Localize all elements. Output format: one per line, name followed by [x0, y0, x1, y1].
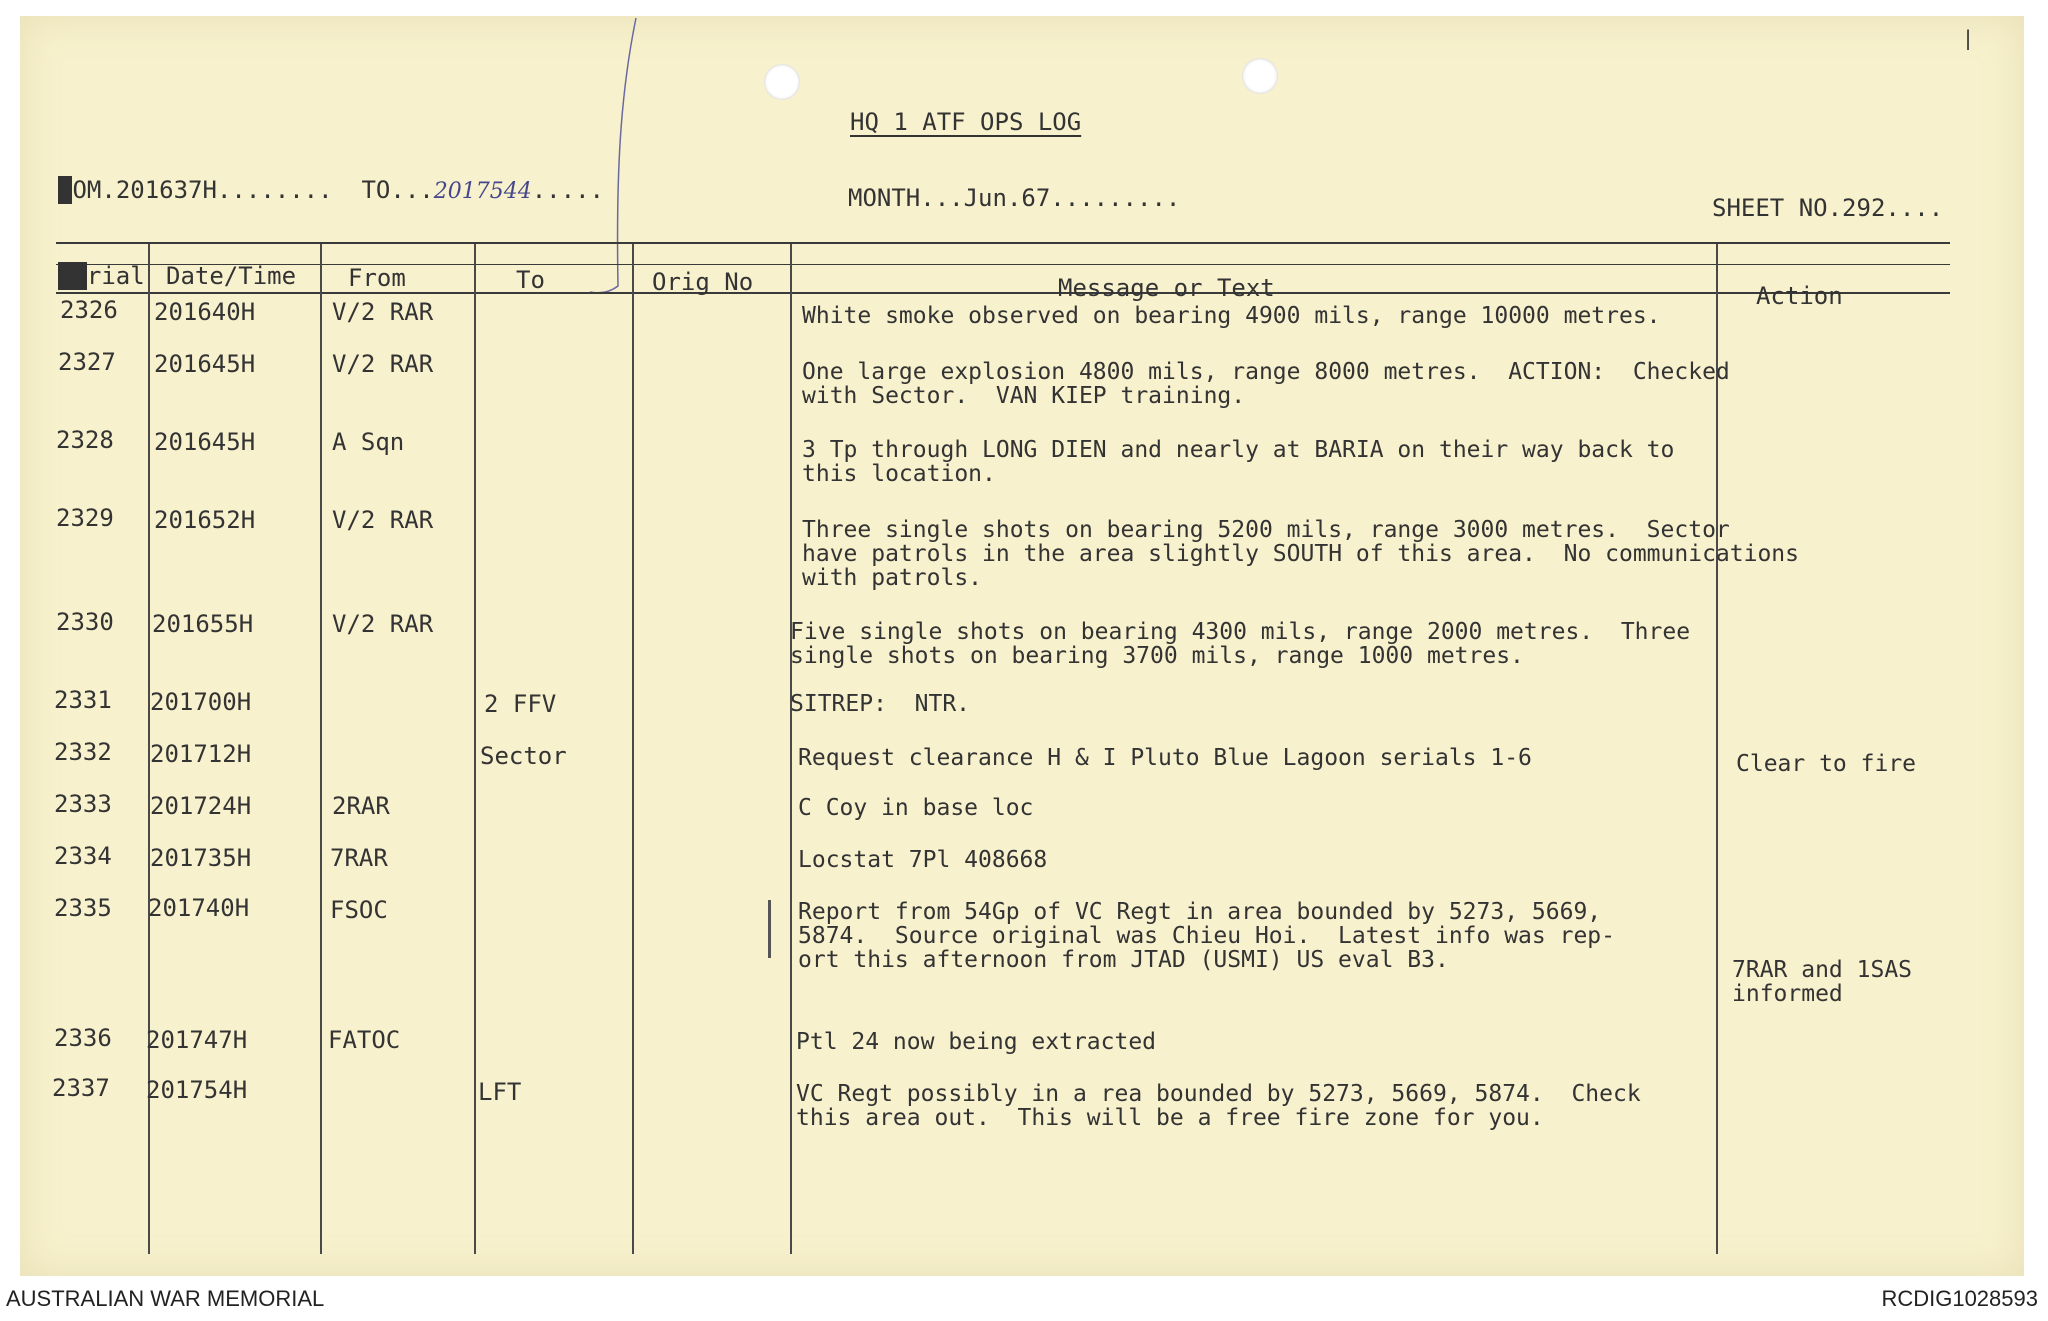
column-header-to: To [516, 266, 545, 294]
datetime-cell: 201700H [150, 688, 252, 716]
page-title: HQ 1 ATF OPS LOG [850, 108, 1082, 136]
table-top-rule [56, 242, 1950, 244]
header-bottom-rule [56, 292, 1950, 294]
from-field: FOM.201637H........ TO...2017544..... [58, 176, 604, 204]
serial-cell: 2336 [54, 1024, 112, 1052]
column-header-orig: Orig No [652, 268, 754, 296]
to-value: 2017544 [433, 179, 532, 204]
serial-cell: 2330 [56, 608, 114, 636]
datetime-cell: 201640H [154, 298, 256, 326]
serial-cell: 2326 [60, 296, 118, 324]
from-label: OM. [72, 176, 116, 204]
column-divider [474, 244, 476, 1254]
datetime-cell: 201754H [146, 1076, 248, 1104]
message-cell: Locstat 7Pl 408668 [798, 847, 1048, 873]
serial-cell: 2334 [54, 842, 112, 870]
datetime-cell: 201652H [154, 506, 256, 534]
pencil-mark [580, 16, 640, 296]
column-header-message: Message or Text [1058, 274, 1275, 302]
month-value: Jun.67 [963, 184, 1051, 212]
message-cell: C Coy in base loc [798, 795, 1034, 821]
from-cell: 2RAR [332, 792, 390, 820]
message-cell: Request clearance H & I Pluto Blue Lagoon serials 1-6 [798, 745, 1532, 771]
from-cell: FSOC [330, 896, 388, 924]
column-divider [790, 244, 792, 1254]
message-cell: One large explosion 4800 mils, range 8000 metres. ACTION: Checked with Sector. VAN KIEP training. [802, 359, 1730, 409]
to-cell: 2 FFV [484, 690, 557, 718]
punch-hole [1242, 58, 1278, 94]
corner-mark: | [1962, 26, 1975, 50]
datetime-cell: 201724H [150, 792, 252, 820]
from-cell: V/2 RAR [332, 298, 434, 326]
message-cell: SITREP: NTR. [790, 691, 971, 717]
message-cell: Five single shots on bearing 4300 mils, range 2000 metres. Three single shots on bearing 3700 mils, range 1000 metres. [790, 619, 1691, 669]
serial-cell: 2333 [54, 790, 112, 818]
message-cell: Three single shots on bearing 5200 mils, range 3000 metres. Sector have patrols in the area slightly SOUTH of this area. No communications with patrols. [802, 517, 1799, 591]
to-label: TO. [361, 176, 405, 204]
datetime-cell: 201655H [152, 610, 254, 638]
message-cell: VC Regt possibly in a rea bounded by 5273, 5669, 5874. Check this area out. This will be a free fire zone for you. [796, 1081, 1641, 1131]
serial-cell: 2328 [56, 426, 114, 454]
from-value: 201637H [115, 176, 217, 204]
datetime-cell: 201645H [154, 350, 256, 378]
serial-cell: 2331 [54, 686, 112, 714]
action-cell: 7RAR and 1SAS informed [1732, 957, 1913, 1007]
message-cell: 3 Tp through LONG DIEN and nearly at BARIA on their way back to this location. [802, 437, 1675, 487]
column-header-serial: Serial [58, 262, 145, 290]
to-cell: LFT [478, 1078, 522, 1106]
sheet-value: 292 [1842, 194, 1886, 222]
footer-source: AUSTRALIAN WAR MEMORIAL [6, 1286, 325, 1311]
month-label: MONTH... [848, 184, 964, 212]
table-top-rule-2 [56, 264, 1950, 265]
from-cell: 7RAR [330, 844, 388, 872]
margin-mark [768, 900, 771, 958]
datetime-cell: 201740H [148, 894, 250, 922]
message-cell: Ptl 24 now being extracted [796, 1029, 1157, 1055]
datetime-cell: 201645H [154, 428, 256, 456]
from-cell: V/2 RAR [332, 610, 434, 638]
punch-hole [764, 64, 800, 100]
sheet-field: SHEET NO.292.... [1712, 194, 1944, 222]
serial-cell: 2335 [54, 894, 112, 922]
datetime-cell: 201747H [146, 1026, 248, 1054]
month-field: MONTH...Jun.67......... [848, 184, 1181, 212]
from-cell: FATOC [328, 1026, 401, 1054]
column-header-datetime: Date/Time [166, 262, 297, 290]
serial-cell: 2329 [56, 504, 114, 532]
to-cell: Sector [480, 742, 567, 770]
from-cell: V/2 RAR [332, 506, 434, 534]
action-cell: Clear to fire [1736, 751, 1917, 777]
serial-cell: 2327 [58, 348, 116, 376]
column-header-from: From [348, 264, 406, 292]
datetime-cell: 201712H [150, 740, 252, 768]
from-cell: V/2 RAR [332, 350, 434, 378]
message-cell: Report from 54Gp of VC Regt in area bounded by 5273, 5669, 5874. Source original was Chieu Hoi. Latest info was rep- ort this afternoon from JTAD (USMI) US eval B3. [798, 899, 1615, 973]
column-divider [632, 244, 634, 1254]
column-divider [320, 244, 322, 1254]
sheet-label: SHEET NO. [1712, 194, 1843, 222]
footer-catalogue-id: RCDIG1028593 [1881, 1286, 2038, 1311]
datetime-cell: 201735H [150, 844, 252, 872]
message-cell: White smoke observed on bearing 4900 mils, range 10000 metres. [802, 303, 1661, 329]
serial-cell: 2332 [54, 738, 112, 766]
column-header-action: Action [1756, 282, 1843, 310]
from-cell: A Sqn [332, 428, 405, 456]
serial-cell: 2337 [52, 1074, 110, 1102]
